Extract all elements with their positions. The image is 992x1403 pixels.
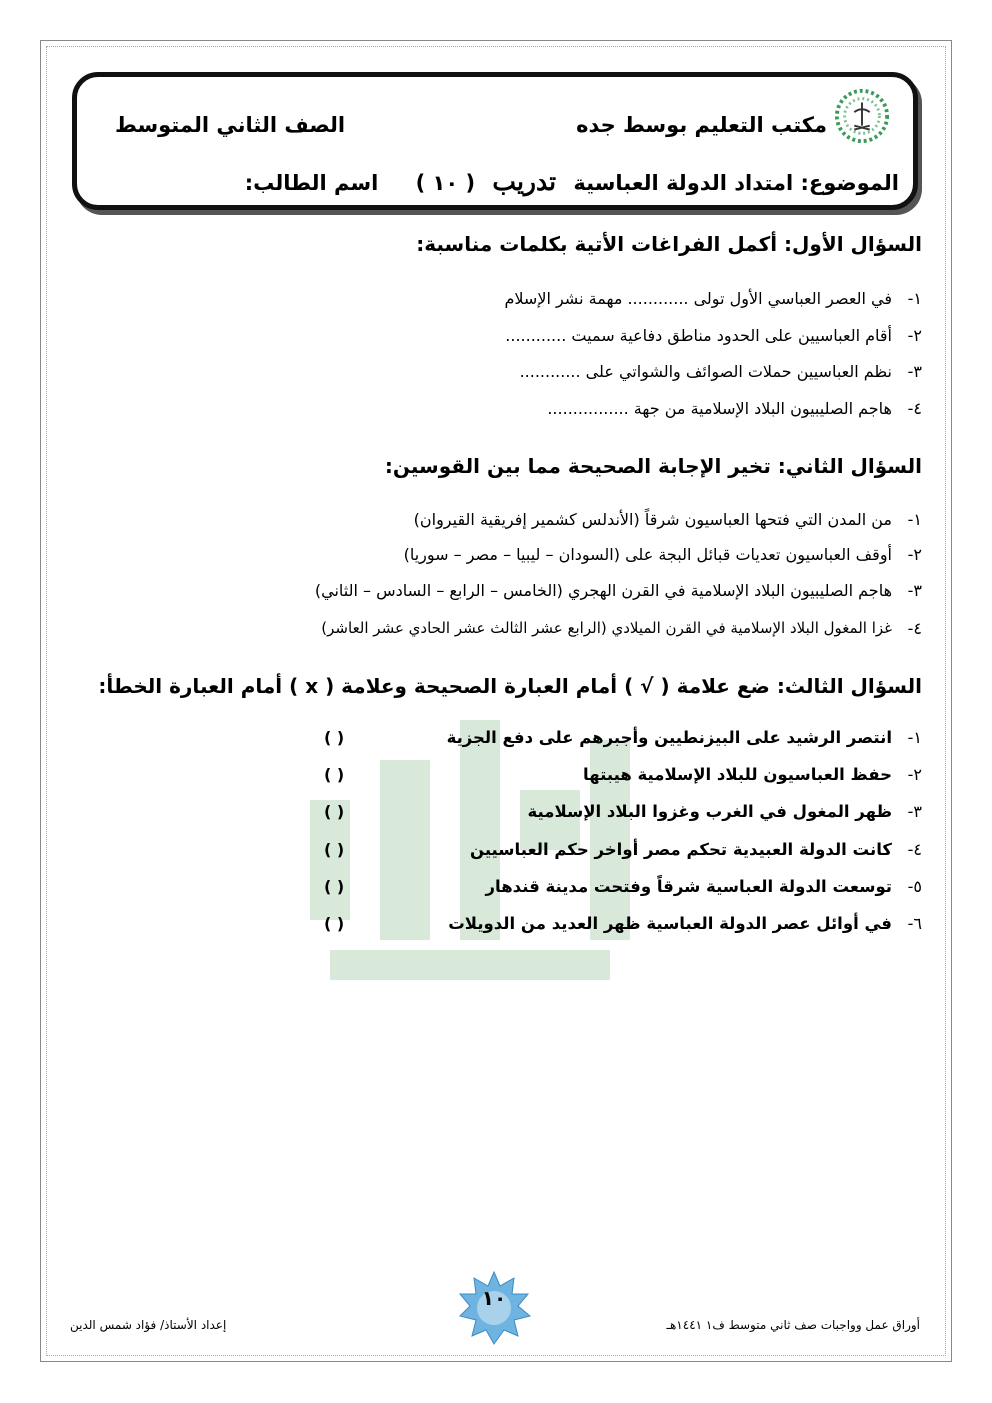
question-2-title: السؤال الثاني: تخير الإجابة الصحيحة مما بين القوسين: — [384, 454, 922, 478]
q3-num-2: ٢- — [907, 765, 922, 784]
office-name: مكتب التعليم بوسط جده — [576, 113, 827, 137]
q2-num-3: ٣- — [907, 581, 922, 600]
training-number: ( ١٠ ) — [415, 171, 476, 195]
q3-answer-6[interactable]: ( ) — [324, 914, 345, 933]
q2-num-2: ٢- — [907, 545, 922, 564]
page-number: ١٠ — [481, 1286, 507, 1310]
q3-answer-4[interactable]: ( ) — [324, 840, 345, 859]
q3-num-1: ١- — [907, 728, 922, 747]
q1-num-3: ٣- — [907, 362, 922, 381]
q2-item-2: أوقف العباسيون تعديات قبائل البجة على (السودان – ليبيا – مصر – سوريا) — [403, 545, 892, 564]
q2-item-3: هاجم الصليبيون البلاد الإسلامية في القرن الهجري (الخامس – الرابع – السادس – الثاني) — [314, 581, 892, 600]
q3-answer-5[interactable]: ( ) — [324, 877, 345, 896]
q3-item-6: في أوائل عصر الدولة العباسية ظهر العديد من الدويلات — [448, 914, 892, 933]
q3-item-3: ظهر المغول في الغرب وغزوا البلاد الإسلامية — [527, 802, 892, 821]
q3-num-4: ٤- — [907, 840, 922, 859]
q2-num-4: ٤- — [907, 619, 922, 638]
q3-answer-2[interactable]: ( ) — [324, 765, 345, 784]
question-1-title: السؤال الأول: أكمل الفراغات الأتية بكلمات مناسبة: — [416, 232, 922, 256]
q1-num-4: ٤- — [907, 399, 922, 418]
student-name-label: اسم الطالب: — [244, 171, 379, 195]
q1-item-2: أقام العباسيين على الحدود مناطق دفاعية سميت ............ — [505, 326, 892, 345]
subject-value: امتداد الدولة العباسية — [573, 171, 794, 195]
q3-item-5: توسعت الدولة العباسية شرقاً وفتحت مدينة قندهار — [485, 877, 892, 896]
q3-item-1: انتصر الرشيد على البيزنطيين وأجبرهم على دفع الجزية — [446, 728, 892, 747]
q2-item-4: غزا المغول البلاد الإسلامية في القرن الميلادي (الرابع عشر الثالث عشر الحادي عشر العاشر) — [321, 619, 892, 637]
q1-item-3: نظم العباسيين حملات الصوائف والشواتي على ............ — [519, 362, 892, 381]
q1-item-1: في العصر العباسي الأول تولى ............ مهمة نشر الإسلام — [504, 289, 892, 308]
q1-item-4: هاجم الصليبيون البلاد الإسلامية من جهة ................ — [547, 399, 892, 418]
footer-author: إعداد الأستاذ/ فؤاد شمس الدين — [70, 1318, 227, 1332]
training-label: تدريب — [492, 167, 557, 196]
q1-num-1: ١- — [907, 289, 922, 308]
q3-num-5: ٥- — [907, 877, 922, 896]
q3-num-3: ٣- — [907, 802, 922, 821]
q3-num-6: ٦- — [907, 914, 922, 933]
header-box — [72, 72, 918, 210]
question-3-title: السؤال الثالث: ضع علامة ( √ ) أمام العبارة الصحيحة وعلامة ( x ) أمام العبارة الخطأ: — [98, 674, 922, 698]
ministry-logo-icon — [833, 87, 891, 145]
q3-answer-3[interactable]: ( ) — [324, 802, 345, 821]
q1-num-2: ٢- — [907, 326, 922, 345]
footer-title: أوراق عمل وواجبات صف ثاني متوسط ف١ ١٤٤١هـ — [666, 1318, 920, 1332]
grade-label: الصف الثاني المتوسط — [115, 113, 346, 137]
q2-item-1: من المدن التي فتحها العباسيون شرقاً (الأندلس كشمير إفريقية القيروان) — [413, 510, 892, 529]
subject-label: الموضوع: — [800, 171, 899, 195]
q3-answer-1[interactable]: ( ) — [324, 728, 345, 747]
q3-item-2: حفظ العباسيون للبلاد الإسلامية هيبتها — [583, 765, 892, 784]
subject-row — [245, 167, 899, 196]
q3-item-4: كانت الدولة العبيدية تحكم مصر أواخر حكم العباسيين — [469, 840, 892, 859]
q2-num-1: ١- — [907, 510, 922, 529]
